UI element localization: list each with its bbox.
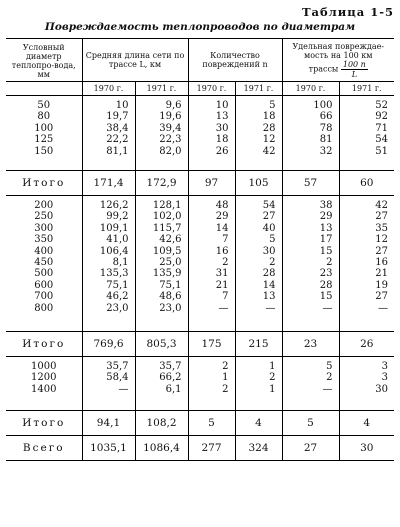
table-row-group-2: [6, 196, 394, 332]
header-specific-line2: трассы: [308, 64, 339, 73]
year-cell: 1970 г.: [282, 82, 339, 96]
subtotal-label: Итого: [6, 332, 82, 357]
subtotal-cell: 769,6: [82, 332, 135, 357]
grand-total-cell: 27: [282, 436, 339, 461]
length-1971-values: 9,6 19,6 39,4 22,3 82,0: [135, 96, 188, 171]
year-row: [6, 82, 394, 96]
grand-total-label: Всего: [6, 436, 82, 461]
header-length: Средняя длина сети по трассе L, км: [82, 39, 188, 82]
fraction-numerator: 100 n: [342, 59, 366, 69]
subtotal-cell: 171,4: [82, 171, 135, 196]
subtotal-cell: 26: [339, 332, 394, 357]
count-1971-values: 1 2 1: [235, 357, 282, 411]
count-1970-values: 48 29 14 7 16 2 31 21 7 —: [188, 196, 235, 332]
subtotal-cell: 175: [188, 332, 235, 357]
header-specific-line1: Удельная повреждае-мость на 100 км: [292, 41, 385, 60]
subtotal-cell: 5: [282, 411, 339, 436]
table-row-group-1: [6, 96, 394, 171]
specific-1971-values: 3 3 30: [339, 357, 394, 411]
fraction-denominator: L: [351, 69, 357, 79]
grand-total-cell: 277: [188, 436, 235, 461]
count-1970-values: 2 1 2: [188, 357, 235, 411]
subtotal-cell: 805,3: [135, 332, 188, 357]
count-1970-values: 10 13 30 18 26: [188, 96, 235, 171]
length-1971-values: 128,1 102,0 115,7 42,6 109,5 25,0 135,9 75,1 48,6 23,0: [135, 196, 188, 332]
length-1971-values: 35,7 66,2 6,1: [135, 357, 188, 411]
subtotal-cell: 215: [235, 332, 282, 357]
subtotal-label: Итого: [6, 171, 82, 196]
header-specific: [282, 39, 394, 82]
table-number: Таблица 1-5: [301, 5, 394, 19]
length-1970-values: 126,2 99,2 109,1 41,0 106,4 8,1 135,3 75,1 46,2 23,0: [82, 196, 135, 332]
year-cell: 1970 г.: [188, 82, 235, 96]
header-count: Количество повреждений n: [188, 39, 282, 82]
year-cell: 1971 г.: [339, 82, 394, 96]
subtotal-row-3: [6, 411, 394, 436]
specific-1970-values: 5 2 —: [282, 357, 339, 411]
year-cell: 1971 г.: [235, 82, 282, 96]
subtotal-label: Итого: [6, 411, 82, 436]
length-1970-values: 35,7 58,4 —: [82, 357, 135, 411]
subtotal-cell: 97: [188, 171, 235, 196]
specific-1971-values: 42 27 35 12 27 16 21 19 27 —: [339, 196, 394, 332]
subtotal-cell: 108,2: [135, 411, 188, 436]
diameter-values: 1000 1200 1400: [31, 361, 57, 395]
grand-total-cell: 1086,4: [135, 436, 188, 461]
subtotal-cell: 172,9: [135, 171, 188, 196]
subtotal-cell: 4: [235, 411, 282, 436]
header-fraction: [341, 60, 368, 79]
subtotal-cell: 105: [235, 171, 282, 196]
count-1971-values: 54 27 40 5 30 2 28 14 13 —: [235, 196, 282, 332]
subtotal-cell: 4: [339, 411, 394, 436]
year-cell-empty: [6, 82, 82, 96]
year-cell: 1970 г.: [82, 82, 135, 96]
grand-total-cell: 30: [339, 436, 394, 461]
grand-total-cell: 1035,1: [82, 436, 135, 461]
subtotal-cell: 94,1: [82, 411, 135, 436]
specific-1971-values: 52 92 71 54 51: [339, 96, 394, 171]
subtotal-row-1: [6, 171, 394, 196]
diameter-values: 200 250 300 350 400 450 500 600 700 800: [34, 200, 54, 314]
specific-1970-values: 100 66 78 81 32: [282, 96, 339, 171]
subtotal-cell: 60: [339, 171, 394, 196]
year-cell: 1971 г.: [135, 82, 188, 96]
table-title: Повреждаемость теплопроводов по диаметрам: [44, 21, 356, 33]
subtotal-cell: 5: [188, 411, 235, 436]
header-diameter: Условный диаметр теплопро-вода, мм: [11, 43, 76, 79]
grand-total-row: [6, 436, 394, 461]
diameter-values: 50 80 100 125 150: [34, 100, 54, 157]
count-1971-values: 5 18 28 12 42: [235, 96, 282, 171]
table-row-group-3: [6, 357, 394, 411]
grand-total-cell: 324: [235, 436, 282, 461]
specific-1970-values: 38 29 13 17 15 2 23 28 15 —: [282, 196, 339, 332]
subtotal-cell: 57: [282, 171, 339, 196]
subtotal-row-2: [6, 332, 394, 357]
damage-table: [6, 38, 394, 461]
length-1970-values: 10 19,7 38,4 22,2 81,1: [82, 96, 135, 171]
subtotal-cell: 23: [282, 332, 339, 357]
